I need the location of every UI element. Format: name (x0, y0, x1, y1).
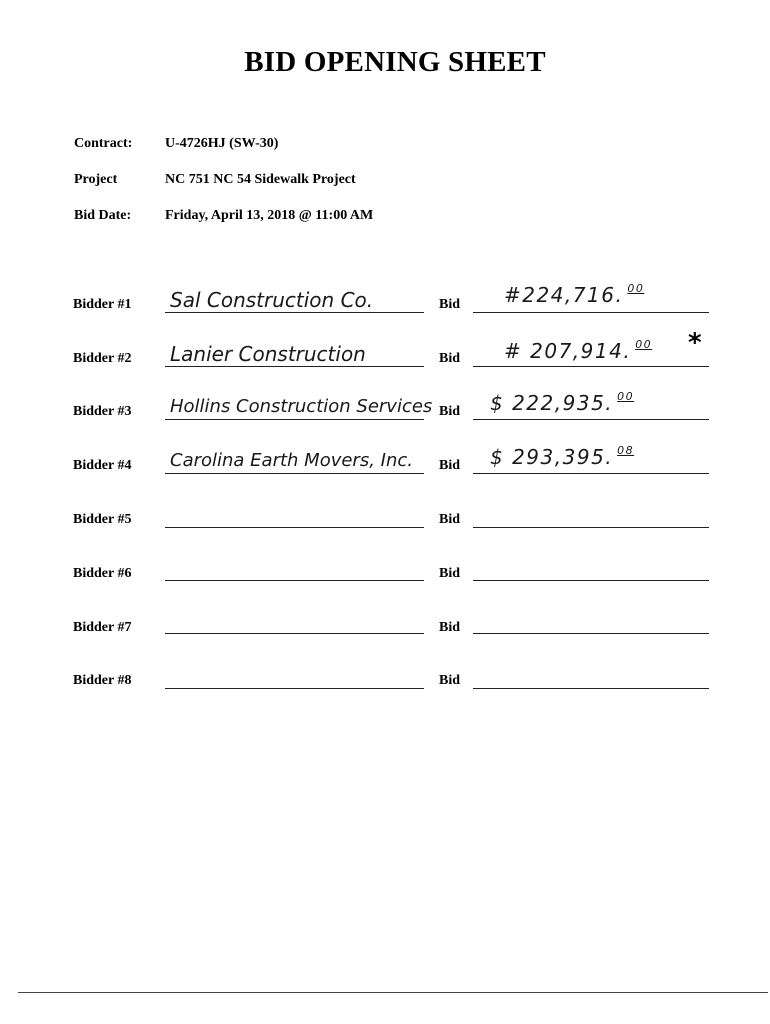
bidder-4-bid-label: Bid (439, 458, 461, 473)
bidder-4-amount: $ 293,395. $^{08}$ (490, 444, 635, 469)
bidder-1-label: Bidder #1 (73, 297, 132, 312)
bidder-5-label: Bidder #5 (73, 512, 132, 527)
bidder-3-bid-label: Bid (439, 404, 461, 419)
bidder-3-name: Hollins Construction Services (170, 396, 433, 417)
bidder-7-label: Bidder #7 (73, 620, 132, 635)
bidder-2-name-line (165, 366, 424, 367)
bidder-6-label: Bidder #6 (73, 566, 132, 581)
bidder-3-amount: $ 222,935. $^{00}$ (490, 390, 635, 415)
bidder-2-bid-label: Bid (439, 351, 461, 366)
bidder-2-cents: 00 (635, 338, 653, 351)
bidder-7-bid-line (473, 633, 709, 634)
bidder-7-name-line (165, 633, 424, 634)
bidder-1-amount: #224,716. $^{00}$ (504, 282, 645, 307)
bidder-3-cents: 00 (617, 390, 635, 403)
bidder-4-name: Carolina Earth Movers, Inc. (170, 450, 413, 471)
bidder-6-bid-label: Bid (439, 566, 461, 581)
lowest-bid-mark: * (688, 328, 702, 358)
bidder-1-cents: 00 (627, 282, 645, 295)
bidder-4-cents: 08 (617, 444, 635, 457)
page-title: BID OPENING SHEET (244, 46, 546, 78)
project-label: Project (74, 172, 118, 187)
bidder-8-name-line (165, 688, 424, 689)
bidder-6-bid-line (473, 580, 709, 581)
bidder-2-amount: # 207,914. $^{00}$ (504, 338, 653, 363)
bidder-3-name-line (165, 419, 424, 420)
footer-divider (18, 992, 768, 993)
contract-value: U-4726HJ (SW-30) (165, 136, 279, 151)
bidder-3-bid-line (473, 419, 709, 420)
contract-label: Contract: (74, 136, 133, 151)
bidder-5-bid-line (473, 527, 709, 528)
bidder-8-bid-line (473, 688, 709, 689)
bidder-5-name-line (165, 527, 424, 528)
project-value: NC 751 NC 54 Sidewalk Project (165, 172, 356, 187)
bidder-1-bid-line (473, 312, 709, 313)
bidder-1-bid-label: Bid (439, 297, 461, 312)
bidder-2-name: Lanier Construction (170, 342, 366, 366)
bidder-4-label: Bidder #4 (73, 458, 132, 473)
bidder-2-bid-line (473, 366, 709, 367)
bidder-5-bid-label: Bid (439, 512, 461, 527)
bid-date-label: Bid Date: (74, 208, 132, 223)
bidder-1-name-line (165, 312, 424, 313)
bidder-8-bid-label: Bid (439, 673, 461, 688)
bidder-3-label: Bidder #3 (73, 404, 132, 419)
bid-date-value: Friday, April 13, 2018 @ 11:00 AM (165, 208, 374, 223)
bidder-8-label: Bidder #8 (73, 673, 132, 688)
bidder-2-label: Bidder #2 (73, 351, 132, 366)
bidder-4-bid-line (473, 473, 709, 474)
bidder-6-name-line (165, 580, 424, 581)
bidder-7-bid-label: Bid (439, 620, 461, 635)
bidder-4-name-line (165, 473, 424, 474)
bidder-1-name: Sal Construction Co. (170, 288, 374, 312)
